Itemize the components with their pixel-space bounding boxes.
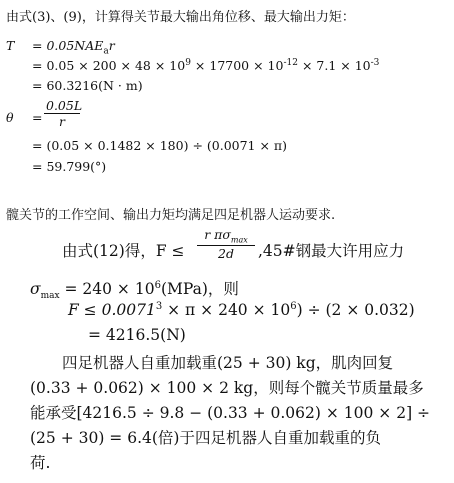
torque-eq-line-1: [6, 38, 115, 57]
torque-eq-line-3: = 60.3216(N · m): [32, 78, 143, 93]
torque-eq2-tail: × 7.1 × 10: [297, 58, 371, 74]
theta-frac-den: r: [44, 113, 80, 129]
torque-eq2: = 0.05 × 200 × 48 × 10: [32, 58, 186, 74]
body-line-2: [30, 277, 239, 301]
theta-eq-sign: =: [32, 110, 43, 125]
conclusion-text: 髋关节的工作空间、输出力矩均满足四足机器人运动要求.: [6, 208, 336, 223]
body-l2-exp: 6: [154, 279, 161, 291]
force-frac-num: [197, 227, 255, 245]
theta-eq-line-3: = 59.799(°): [32, 159, 107, 174]
theta-symbol: θ: [6, 110, 14, 125]
body-line-5: 四足机器人自重加载重(25 + 30) kg，肌肉回复: [62, 354, 394, 372]
torque-eq-line-2: [32, 58, 379, 73]
force-frac-den: 2d: [197, 245, 255, 261]
force-fraction: [197, 227, 255, 261]
theta-frac-num: 0.05L: [46, 98, 83, 113]
torque-eq2-exp2: -12: [283, 58, 298, 68]
body-line-9: 荷.: [30, 454, 51, 472]
torque-eq1-tail: r: [108, 38, 115, 53]
body-line-1b: ,45#钢最大许用应力: [258, 242, 405, 260]
torque-eq1-sub: a: [103, 46, 109, 57]
torque-eq2-exp1: 9: [185, 58, 191, 68]
sigma-sub: max: [40, 291, 60, 302]
body-l3-c: ) ÷ (2 × 0.032): [296, 301, 415, 320]
body-l2: = 240 × 10: [59, 280, 155, 298]
body-line-3: [68, 301, 415, 319]
body-l3-exp2: 6: [290, 301, 297, 312]
sigma-symbol: σ: [30, 280, 41, 298]
theta-fraction: [44, 98, 83, 129]
torque-eq1: = 0.05NAE: [32, 38, 104, 53]
body-line-8: (25 + 30) = 6.4(倍)于四足机器人自重加载重的负: [30, 429, 381, 447]
body-l3-exp1: 3: [155, 301, 163, 312]
body-l3-a: F ≤ 0.0071: [68, 301, 156, 320]
body-l2-tail: (MPa)，则: [160, 280, 239, 298]
torque-symbol: T: [6, 38, 15, 53]
torque-eq2-mid: × 17700 × 10: [190, 58, 284, 74]
force-frac-num-text: r πσ: [204, 227, 231, 242]
intro-text: 由式(3)、(9)，计算得关节最大输出角位移、最大输出力矩：: [6, 10, 355, 25]
body-line-1a: 由式(12)得，F ≤: [62, 242, 185, 260]
body-line-6: (0.33 + 0.062) × 100 × 2 kg，则每个髋关节质量最多: [30, 379, 424, 397]
body-line-7: 能承受[4216.5 ÷ 9.8 − (0.33 + 0.062) × 100 × 2] ÷: [30, 404, 431, 422]
torque-eq2-exp3: -3: [370, 58, 380, 68]
theta-eq-line-2: = (0.05 × 0.1482 × 180) ÷ (0.0071 × π): [32, 138, 288, 153]
body-l3-b: × π × 240 × 10: [162, 301, 291, 320]
force-frac-num-sub: max: [230, 235, 248, 245]
body-line-4: = 4216.5(N): [88, 326, 186, 344]
